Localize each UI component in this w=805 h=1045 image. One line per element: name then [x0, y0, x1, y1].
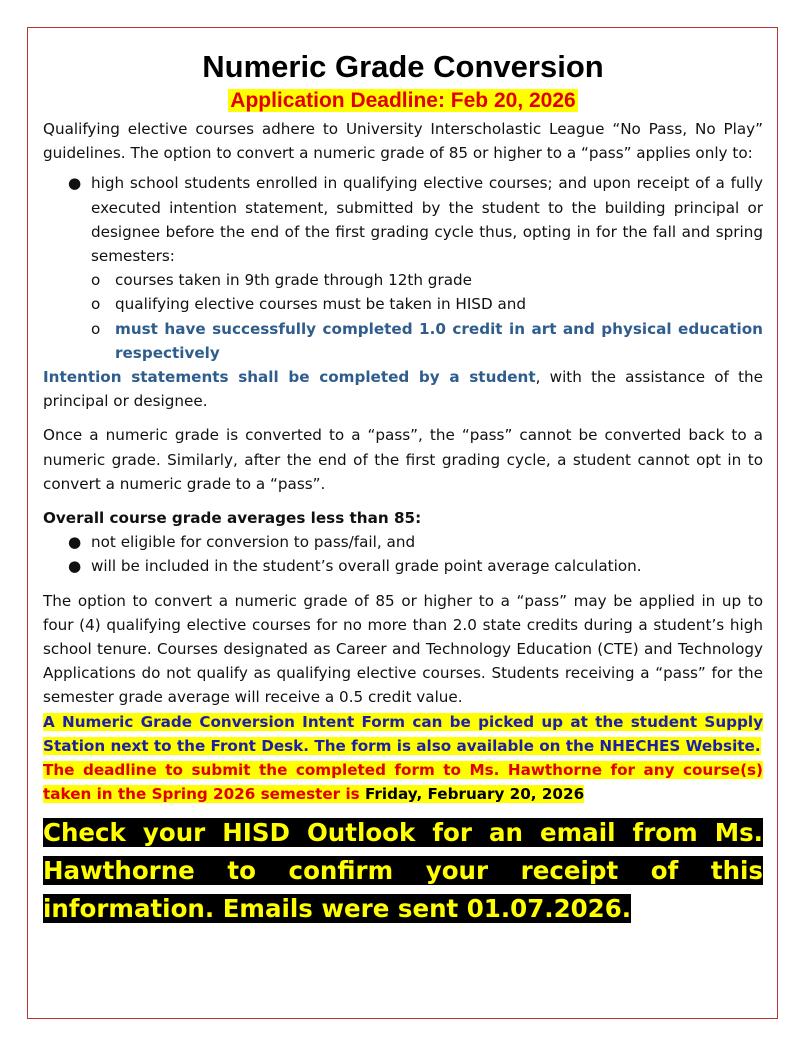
- eligibility-text: high school students enrolled in qualifying elective courses; and upon receipt of a fully executed intention statement, submitted by the student to the building principal or designee before the end of the first grading cycle thus, opting in for the fall and spring semesters:: [91, 174, 763, 266]
- sub-item: [91, 317, 763, 365]
- overall-item: [43, 554, 763, 578]
- overall-item: [43, 530, 763, 554]
- final-notice-text: Check your HISD Outlook for an email from Ms. Hawthorne to confirm your receipt of this information. Emails were sent 01.07.2026.: [43, 818, 763, 924]
- intention-emphasis: Intention statements shall be completed by a student: [43, 368, 536, 387]
- form-notice-text: A Numeric Grade Conversion Intent Form can be picked up at the student Supply Station next to the Front Desk. The form is also available on the NHECHES Website.: [43, 712, 763, 755]
- document-title: Numeric Grade Conversion: [202, 49, 604, 84]
- intention-rest: , with the assistance of the principal or designee.: [43, 368, 763, 411]
- sub-bullet-marker: o: [91, 271, 101, 290]
- document-body: [43, 47, 763, 928]
- sub-bullet-marker: o: [91, 319, 101, 338]
- sub-item-text-emphasis: must have successfully completed 1.0 credit in art and physical education respectively: [115, 319, 763, 362]
- bullet-dot: ●: [68, 557, 82, 576]
- overall-heading: Overall course grade averages less than 85:: [43, 509, 422, 528]
- eligibility-list: [43, 171, 763, 365]
- overall-list: [43, 530, 763, 578]
- deadline-notice: [43, 758, 763, 806]
- deadline-notice-text: The deadline to submit the completed form to Ms. Hawthorne for any course(s) taken in the Spring 2026 semester is: [43, 761, 763, 804]
- intention-paragraph: [43, 365, 763, 413]
- bullet-dot: ●: [68, 174, 82, 193]
- form-notice: [43, 710, 763, 758]
- application-deadline: Application Deadline: Feb 20, 2026: [230, 89, 576, 112]
- eligibility-sublist: [91, 268, 763, 365]
- final-notice: [43, 814, 763, 928]
- sub-bullet-marker: o: [91, 295, 101, 314]
- conversion-paragraph: Once a numeric grade is converted to a “pass”, the “pass” cannot be converted back to a numeric grade. Similarly, after the end of the first grading cycle, a student cannot opt in to convert a numeric grade to a “pass”.: [43, 426, 763, 493]
- bullet-dot: ●: [68, 533, 82, 552]
- overall-item-text: not eligible for conversion to pass/fail, and: [91, 533, 416, 552]
- sub-item: [91, 268, 763, 292]
- overall-item-text: will be included in the student’s overall grade point average calculation.: [91, 557, 642, 576]
- deadline-banner: [43, 88, 763, 115]
- option-paragraph: The option to convert a numeric grade of 85 or higher to a “pass” may be applied in up to four (4) qualifying elective courses for no more than 2.0 state credits during a student’s high school tenure. Courses designated as Career and Technology Education (CTE) and Technology Applications do not qualify as qualifying elective courses. Students receiving a “pass” for the semester grade average will receive a 0.5 credit value.: [43, 591, 763, 707]
- sub-item: [91, 292, 763, 316]
- sub-item-text: qualifying elective courses must be taken in HISD and: [115, 295, 527, 314]
- sub-item-text: courses taken in 9th grade through 12th grade: [115, 271, 472, 290]
- eligibility-item: [43, 171, 763, 365]
- deadline-notice-date: Friday, February 20, 2026: [359, 785, 585, 804]
- intro-paragraph: Qualifying elective courses adhere to University Interscholastic League “No Pass, No Play” guidelines. The option to convert a numeric grade of 85 or higher to a “pass” applies only to:: [43, 120, 763, 163]
